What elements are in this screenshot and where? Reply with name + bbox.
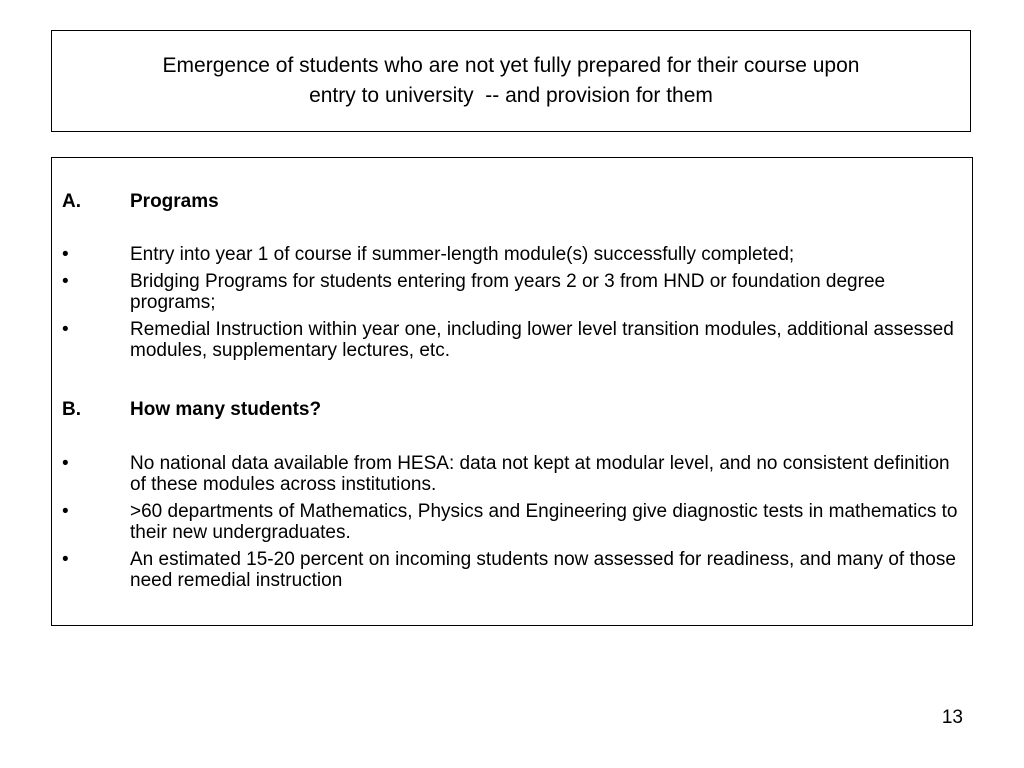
bullet-icon: • (62, 453, 69, 474)
section-a-heading (62, 191, 962, 212)
bullet-icon: • (62, 271, 69, 292)
section-a-title: Programs (130, 191, 219, 212)
slide-title-line-2: entry to university -- and provision for them (309, 84, 713, 107)
bullet-icon: • (62, 549, 69, 570)
list-item (62, 244, 962, 265)
section-a-list (62, 244, 962, 367)
list-item-text: Entry into year 1 of course if summer-length module(s) successfully completed; (130, 244, 795, 265)
list-item-text: Remedial Instruction within year one, including lower level transition modules, additional assessed modules, supplementary lectures, etc. (130, 319, 954, 361)
section-b-heading (62, 399, 962, 420)
list-item-text: An estimated 15-20 percent on incoming students now assessed for readiness, and many of those need remedial instruction (130, 549, 956, 591)
slide-title (51, 30, 971, 132)
slide-content (51, 157, 973, 626)
list-item (62, 319, 962, 361)
list-item-text: Bridging Programs for students entering from years 2 or 3 from HND or foundation degree programs; (130, 271, 886, 313)
page-number: 13 (941, 707, 963, 728)
list-item (62, 501, 962, 543)
section-b-list (62, 453, 962, 597)
list-item (62, 271, 962, 313)
list-item-text: >60 departments of Mathematics, Physics and Engineering give diagnostic tests in mathematics to their new undergraduates. (130, 501, 958, 543)
list-item (62, 453, 962, 495)
slide-title-line-1: Emergence of students who are not yet fully prepared for their course upon (162, 54, 860, 77)
section-b-marker: B. (62, 399, 81, 420)
list-item-text: No national data available from HESA: data not kept at modular level, and no consistent definition of these modules across institutions. (130, 453, 950, 495)
list-item (62, 549, 962, 591)
bullet-icon: • (62, 319, 69, 340)
section-b-title: How many students? (130, 399, 322, 420)
bullet-icon: • (62, 244, 69, 265)
bullet-icon: • (62, 501, 69, 522)
section-a-marker: A. (62, 191, 81, 212)
